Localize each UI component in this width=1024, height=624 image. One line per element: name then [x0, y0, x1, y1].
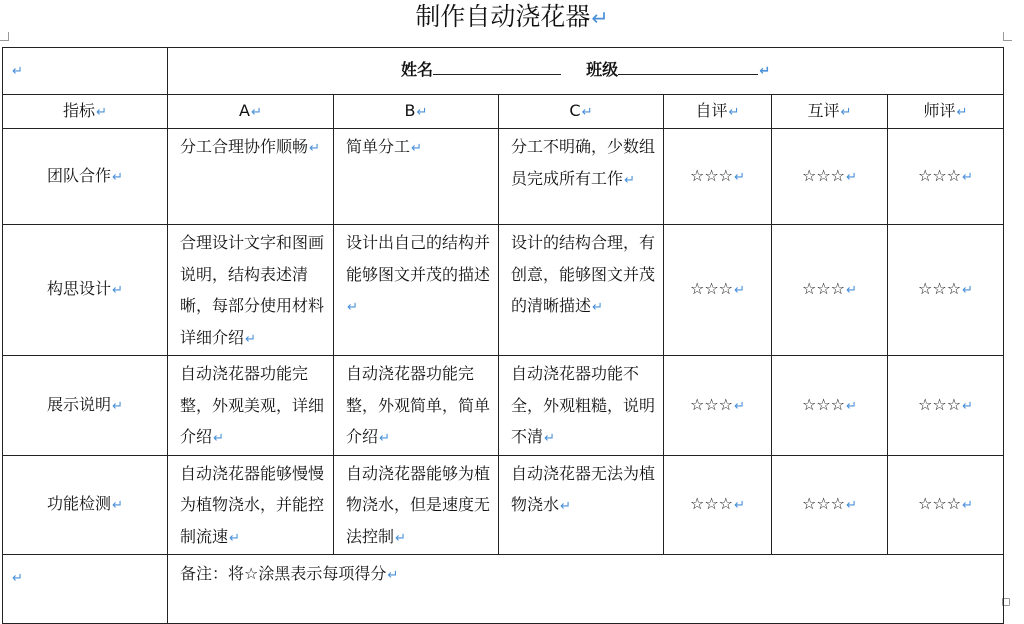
cell-text: 设计的结构合理，有创意，能够图文并茂的清晰描述: [511, 233, 656, 315]
class-blank[interactable]: [618, 56, 758, 75]
paragraph-mark-icon: ↵: [962, 398, 974, 414]
indicator-cell[interactable]: [3, 356, 168, 456]
column-header[interactable]: [168, 94, 334, 129]
column-header[interactable]: [664, 94, 772, 129]
cell-text: 自动浇花器功能完整，外观简单，简单介绍: [346, 364, 491, 446]
paragraph-mark-icon: ↵: [245, 331, 256, 347]
paragraph-mark-icon: ↵: [846, 498, 857, 513]
paragraph-mark-icon: ↵: [347, 300, 358, 315]
paragraph-mark-icon: ↵: [250, 104, 262, 120]
paragraph-mark-icon: ↵: [112, 498, 123, 513]
page-corner-mark-icon: [0, 32, 9, 41]
table-row: [3, 356, 1004, 456]
cell-text: 指标: [63, 100, 96, 120]
paragraph-mark-icon: ↵: [112, 169, 123, 185]
paragraph-mark-icon: ↵: [624, 172, 635, 188]
self-eval-stars[interactable]: [664, 225, 772, 356]
cell-text: 团队合作: [47, 165, 112, 185]
paragraph-mark-icon: ↵: [956, 104, 968, 120]
cell-text: 展示说明: [47, 394, 112, 414]
cell-text: 自评: [695, 100, 728, 120]
teacher-eval-stars[interactable]: [888, 356, 1004, 456]
note-cell[interactable]: [168, 555, 1004, 624]
paragraph-mark-icon: ↵: [759, 64, 771, 79]
table-row: [3, 225, 1004, 356]
cell-text: B: [404, 100, 416, 120]
paragraph-mark-icon: ↵: [962, 498, 974, 513]
cell-text: 功能检测: [47, 494, 112, 513]
teacher-eval-stars[interactable]: [888, 129, 1004, 225]
column-header[interactable]: [499, 94, 664, 129]
paragraph-mark-icon: ↵: [846, 283, 857, 299]
peer-eval-stars[interactable]: [772, 356, 888, 456]
paragraph-mark-icon: ↵: [379, 431, 390, 446]
table-row: [3, 455, 1004, 555]
cell-text: 自动浇花器功能完整，外观美观，详细介绍: [180, 364, 325, 446]
indicator-cell[interactable]: [3, 455, 168, 555]
paragraph-mark-icon: ↵: [581, 104, 593, 120]
criteria-c-cell[interactable]: [499, 225, 664, 356]
cell-text: ☆☆☆: [801, 279, 846, 299]
name-label: 姓名: [400, 60, 433, 79]
paragraph-mark-icon: ↵: [229, 530, 240, 546]
paragraph-mark-icon: ↵: [112, 283, 123, 299]
self-eval-stars[interactable]: [664, 455, 772, 555]
cell-text: ☆☆☆: [689, 279, 734, 299]
criteria-b-cell[interactable]: [334, 129, 499, 225]
paragraph-mark-icon: ↵: [112, 398, 123, 414]
cell-text: 合理设计文字和图画说明，结构表述清晰，每部分使用材料详细介绍: [180, 233, 325, 347]
peer-eval-stars[interactable]: [772, 129, 888, 225]
cell-text: 自动浇花器能够为植物浇水，但是速度无法控制: [346, 463, 491, 546]
page-corner-mark-icon: [1003, 32, 1012, 41]
cell-text: C: [569, 100, 581, 120]
teacher-eval-stars[interactable]: [888, 455, 1004, 555]
cell-text: 简单分工: [346, 137, 411, 156]
cell-text: 设计出自己的结构并能够图文并茂的描述: [346, 233, 491, 284]
cell-text: 分工合理协作顺畅: [180, 137, 309, 156]
cell-text: 师评: [923, 100, 956, 120]
paragraph-mark-icon: ↵: [734, 498, 745, 513]
cell-text: 互评: [807, 100, 840, 120]
class-label: 班级: [586, 60, 619, 79]
cell-text: 自动浇花器功能不全，外观粗糙，说明不清: [511, 364, 656, 446]
paragraph-mark-icon: ↵: [395, 530, 406, 546]
paragraph-mark-icon: ↵: [213, 431, 224, 446]
paragraph-mark-icon: ↵: [734, 283, 745, 299]
cell-text: ☆☆☆: [918, 394, 962, 414]
paragraph-mark-icon: ↵: [591, 6, 609, 30]
self-eval-stars[interactable]: [664, 129, 772, 225]
self-eval-stars[interactable]: [664, 356, 772, 456]
criteria-c-cell[interactable]: [499, 455, 664, 555]
criteria-a-cell[interactable]: [168, 225, 334, 356]
paragraph-mark-icon: ↵: [309, 141, 320, 156]
column-header[interactable]: [334, 94, 499, 129]
paragraph-mark-icon: ↵: [12, 571, 23, 586]
table-row: [3, 129, 1004, 225]
name-class-cell[interactable]: [168, 48, 1004, 95]
criteria-c-cell[interactable]: [499, 129, 664, 225]
paragraph-mark-icon: ↵: [846, 398, 857, 414]
cell-text: A: [239, 100, 250, 120]
cell-text: ☆☆☆: [689, 494, 734, 513]
peer-eval-stars[interactable]: [772, 225, 888, 356]
empty-cell[interactable]: [3, 48, 168, 95]
paragraph-mark-icon: ↵: [728, 104, 740, 120]
peer-eval-stars[interactable]: [772, 455, 888, 555]
criteria-c-cell[interactable]: [499, 356, 664, 456]
cell-text: ☆☆☆: [918, 494, 962, 513]
cell-text: ☆☆☆: [801, 494, 846, 513]
criteria-a-cell[interactable]: [168, 455, 334, 555]
paragraph-mark-icon: ↵: [387, 568, 399, 583]
criteria-a-cell[interactable]: [168, 356, 334, 456]
paragraph-mark-icon: ↵: [12, 64, 23, 79]
paragraph-mark-icon: ↵: [96, 104, 107, 120]
paragraph-mark-icon: ↵: [411, 141, 422, 156]
cell-text: ☆☆☆: [801, 165, 846, 185]
column-header-row: [3, 94, 1004, 129]
column-header[interactable]: [3, 94, 168, 129]
paragraph-mark-icon: ↵: [734, 398, 745, 414]
cell-text: ☆☆☆: [801, 394, 846, 414]
paragraph-mark-icon: ↵: [846, 169, 857, 185]
cell-text: 自动浇花器能够慢慢为植物浇水，并能控制流速: [180, 463, 325, 546]
paragraph-mark-icon: ↵: [592, 300, 603, 315]
paragraph-mark-icon: ↵: [840, 104, 852, 120]
cell-text: ☆☆☆: [918, 279, 962, 299]
cell-text: ☆☆☆: [918, 165, 962, 185]
document-title: 制作自动浇花器↵: [415, 2, 609, 31]
evaluation-table: [2, 47, 1004, 624]
criteria-a-cell[interactable]: [168, 129, 334, 225]
name-row: [3, 48, 1004, 95]
criteria-b-cell[interactable]: [334, 225, 499, 356]
name-blank[interactable]: [433, 56, 561, 75]
cell-text: ☆☆☆: [689, 394, 734, 414]
criteria-b-cell[interactable]: [334, 455, 499, 555]
paragraph-mark-icon: ↵: [734, 169, 745, 185]
paragraph-mark-icon: ↵: [560, 499, 571, 514]
indicator-cell[interactable]: [3, 129, 168, 225]
note-text: 备注：将☆涂黑表示每项得分: [180, 564, 387, 583]
empty-cell[interactable]: [3, 555, 168, 624]
column-header[interactable]: [888, 94, 1004, 129]
cell-text: 构思设计: [47, 279, 112, 299]
paragraph-mark-icon: ↵: [962, 283, 974, 299]
column-header[interactable]: [772, 94, 888, 129]
paragraph-mark-icon: ↵: [544, 431, 555, 446]
indicator-cell[interactable]: [3, 225, 168, 356]
teacher-eval-stars[interactable]: [888, 225, 1004, 356]
cell-text: ☆☆☆: [689, 165, 734, 185]
cell-text: 自动浇花器无法为植物浇水: [511, 463, 656, 514]
paragraph-mark-icon: ↵: [962, 169, 974, 185]
note-row: [3, 555, 1004, 624]
cell-text: 分工不明确，少数组员完成所有工作: [511, 137, 656, 188]
paragraph-mark-icon: ↵: [416, 104, 428, 120]
criteria-b-cell[interactable]: [334, 356, 499, 456]
